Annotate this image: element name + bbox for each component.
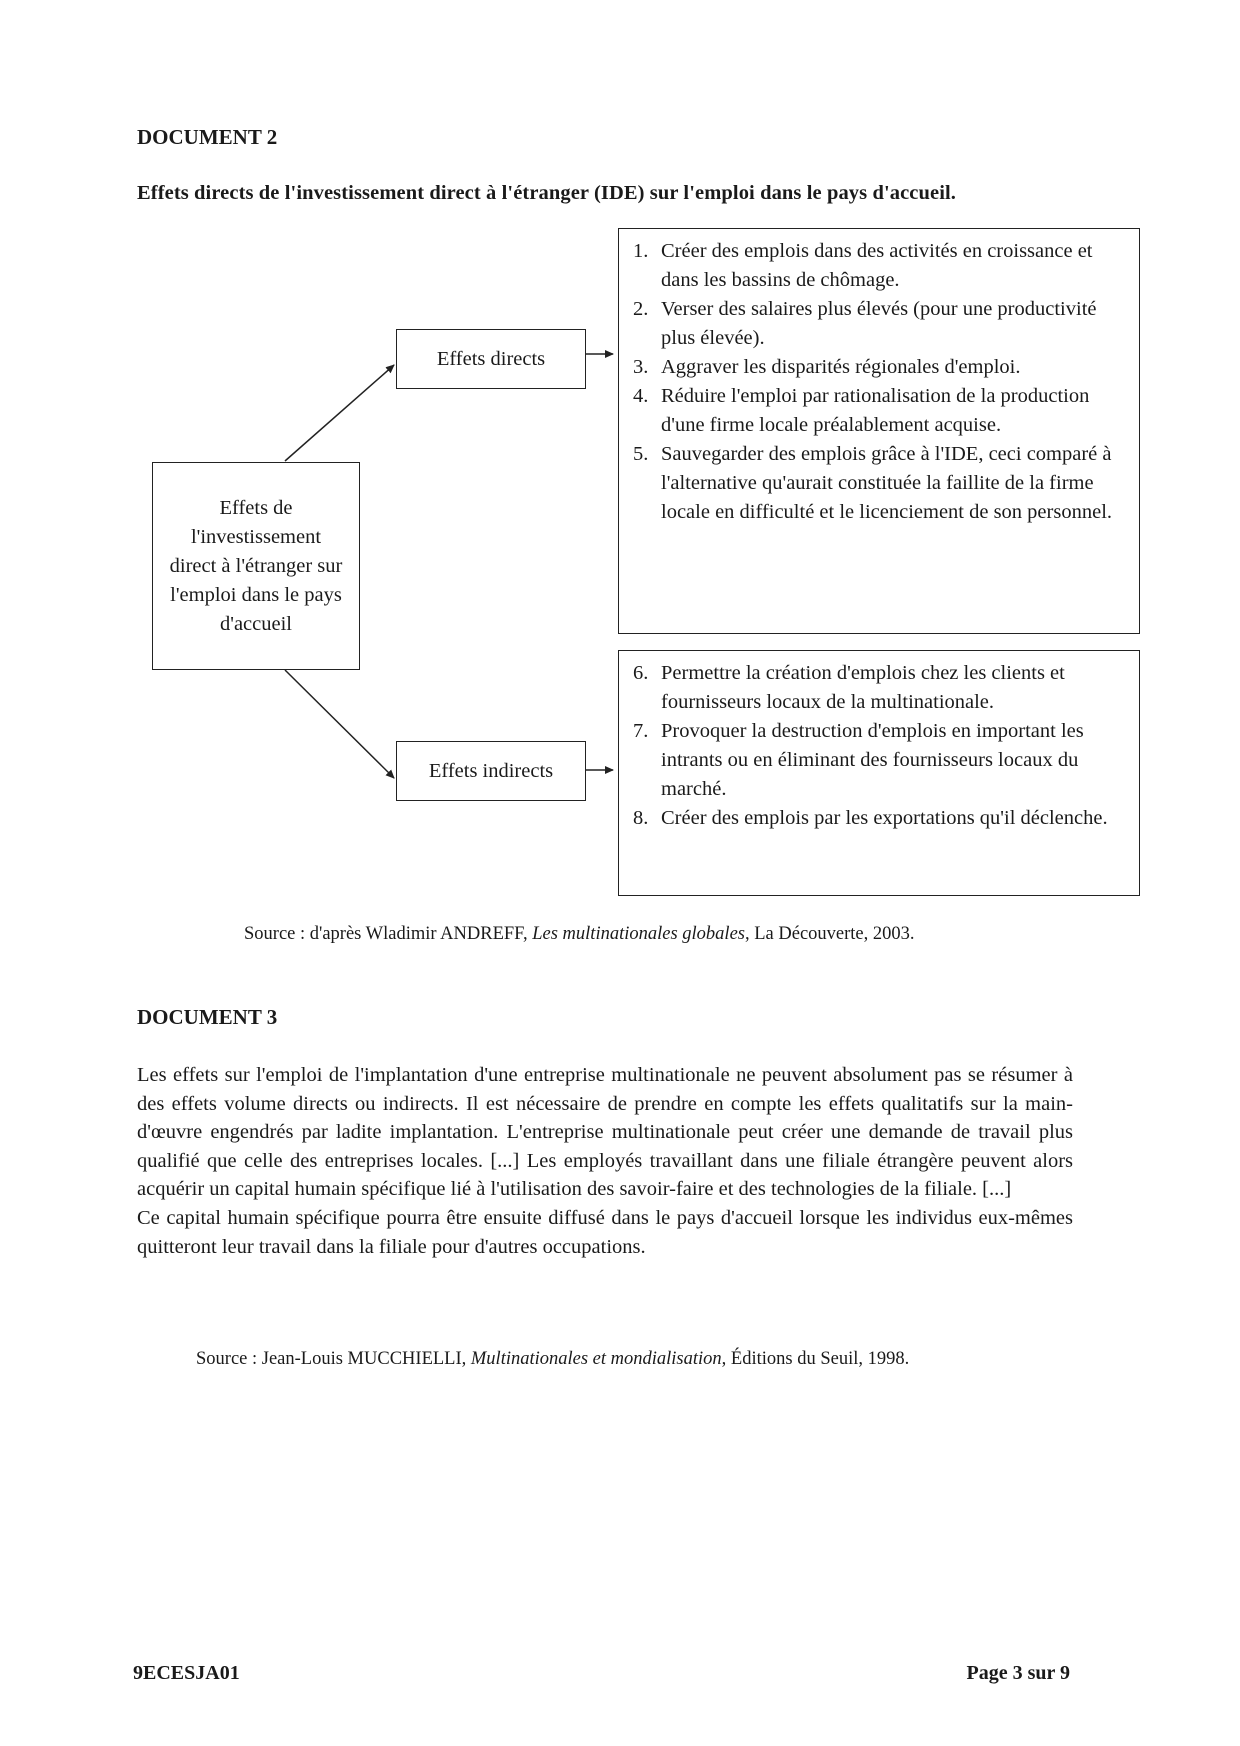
effect-text: Créer des emplois dans des activités en croissance et dans les bassins de chômage. <box>661 240 1093 291</box>
document-3-source <box>196 1349 909 1370</box>
effect-text: Sauvegarder des emplois grâce à l'IDE, ceci comparé à l'alternative qu'aurait constituée la faillite de la firme locale en difficulté et le licenciement de son personnel. <box>661 443 1113 523</box>
effect-number: 8. <box>633 807 649 829</box>
effect-item <box>619 440 1129 527</box>
center-effects-box <box>152 462 360 670</box>
footer-page-number: Page 3 sur 9 <box>966 1662 1070 1684</box>
source-title: Multinationales et mondialisation <box>470 1349 722 1369</box>
effect-item <box>619 717 1129 804</box>
connector-center-to-indirect <box>285 670 394 778</box>
effect-number: 4. <box>633 385 649 407</box>
effect-text: Réduire l'emploi par rationalisation de la production d'une firme locale préalablement acquise. <box>661 385 1090 436</box>
effect-number: 6. <box>633 662 649 684</box>
direct-effects-list-box <box>618 228 1140 634</box>
effect-item <box>619 295 1129 353</box>
document-3-paragraph-1: Les effets sur l'emploi de l'implantation d'une entreprise multinationale ne peuvent absolument pas se résumer à des effets volume directs ou indirects. Il est nécessaire de prendre en compte les effets qualitatifs sur la main-d'œuvre engendrés par ladite implantation. L'entreprise multinationale peut créer une demande de travail plus qualifié que celle des entreprises locales. [...] Les employés travaillant dans une filiale étrangère peuvent alors acquérir un capital humain spécifique lié à l'utilisation des savoir-faire et des technologies de la filiale. [...] <box>137 1064 1073 1201</box>
effect-item <box>619 659 1129 717</box>
source-prefix: Source : d'après Wladimir ANDREFF, <box>244 924 533 944</box>
effect-item <box>619 804 1129 833</box>
footer-code: 9ECESJA01 <box>133 1662 240 1684</box>
indirect-effects-box <box>396 741 586 801</box>
source-prefix: Source : Jean-Louis MUCCHIELLI, <box>196 1349 471 1369</box>
document-3-paragraph-2: Ce capital humain spécifique pourra être ensuite diffusé dans le pays d'accueil lorsque les individus eux-mêmes quitteront leur travail dans la filiale pour d'autres occupations. <box>137 1206 1073 1258</box>
document-2-heading: DOCUMENT 2 <box>137 125 278 149</box>
effect-number: 2. <box>633 298 649 320</box>
effect-text: Créer des emplois par les exportations qu'il déclenche. <box>661 807 1108 829</box>
effect-number: 1. <box>633 240 649 262</box>
effect-text: Verser des salaires plus élevés (pour une productivité plus élevée). <box>661 298 1097 349</box>
effect-text: Provoquer la destruction d'emplois en important les intrants ou en éliminant des fournisseurs locaux du marché. <box>661 720 1084 800</box>
center-effects-label: Effets de l'investissement direct à l'étranger sur l'emploi dans le pays d'accueil <box>169 496 343 635</box>
direct-effects-box <box>396 329 586 389</box>
effect-text: Aggraver les disparités régionales d'emploi. <box>661 356 1021 378</box>
direct-effects-list <box>619 237 1129 527</box>
source-suffix: , La Découverte, 2003. <box>744 924 915 944</box>
effect-item <box>619 353 1129 382</box>
direct-effects-label: Effets directs <box>436 347 546 370</box>
source-suffix: , Éditions du Seuil, 1998. <box>721 1349 910 1369</box>
source-title: Les multinationales globales <box>532 924 745 944</box>
indirect-effects-list <box>619 659 1129 833</box>
effect-text: Permettre la création d'emplois chez les clients et fournisseurs locaux de la multinationale. <box>661 662 1065 713</box>
effect-item <box>619 237 1129 295</box>
document-2-title: Effets directs de l'investissement direct à l'étranger (IDE) sur l'emploi dans le pays d'accueil. <box>137 182 957 204</box>
effect-number: 7. <box>633 720 649 742</box>
document-3-text <box>137 1061 1073 1261</box>
document-3-heading: DOCUMENT 3 <box>137 1005 278 1029</box>
indirect-effects-label: Effets indirects <box>428 759 554 782</box>
document-2-source <box>244 924 915 945</box>
effect-item <box>619 382 1129 440</box>
connector-center-to-direct <box>285 365 394 461</box>
indirect-effects-list-box <box>618 650 1140 896</box>
effect-number: 5. <box>633 443 649 465</box>
effect-number: 3. <box>633 356 649 378</box>
